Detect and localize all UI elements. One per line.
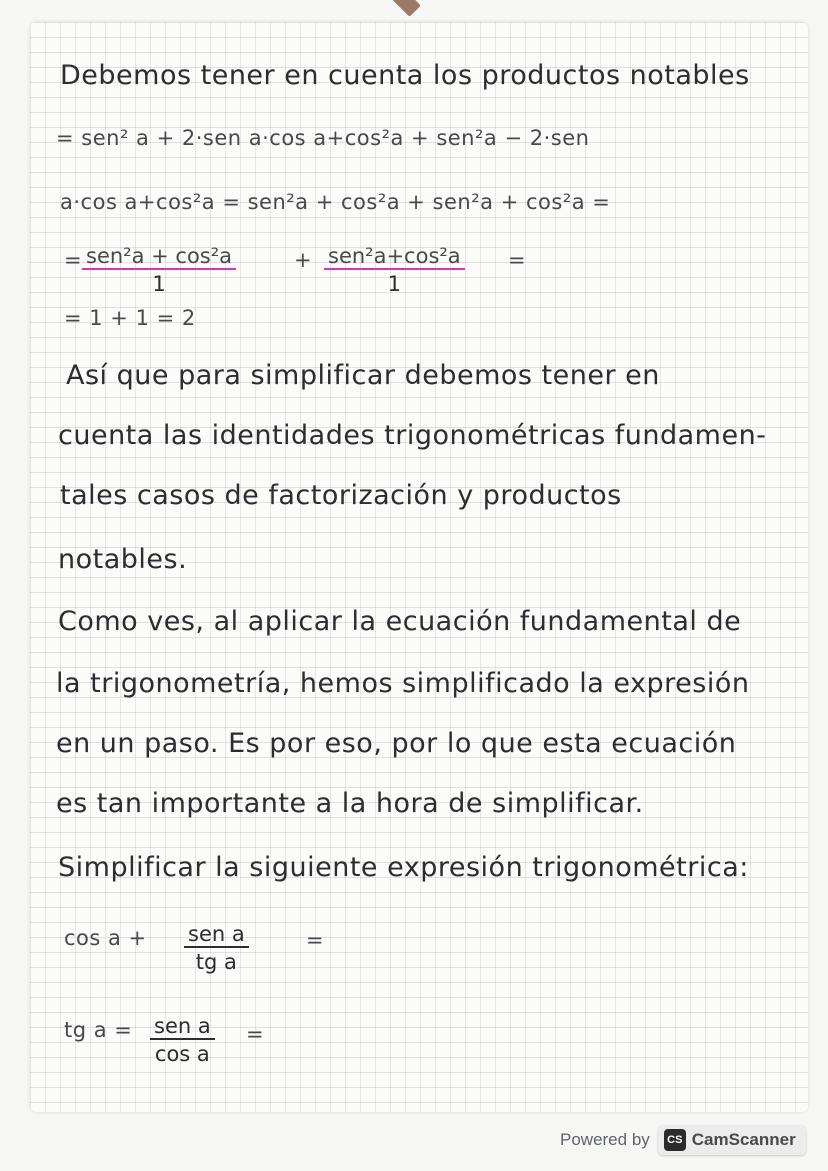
camscanner-brand-name: CamScanner [691, 1130, 796, 1149]
expression-1-denominator: tg a [195, 950, 237, 974]
expression-1-fraction [184, 922, 249, 974]
expression-2-denominator: cos a [154, 1042, 210, 1066]
camscanner-logo-icon: CS [664, 1129, 686, 1151]
fraction-2 [324, 244, 465, 296]
paragraph-2-line-2: la trigonometría, hemos simplificado la expresión [56, 668, 750, 699]
paragraph-1-line-3: tales casos de factorización y productos [60, 480, 622, 511]
camscanner-watermark [560, 1124, 806, 1156]
expression-2-numerator: sen a [150, 1014, 215, 1040]
powered-by-label: Powered by [560, 1130, 650, 1149]
paragraph-1-line-1: Así que para simplificar debemos tener en [66, 360, 660, 391]
exercise-prompt: Simplificar la siguiente expresión trigonométrica: [58, 852, 749, 883]
fraction-2-denominator: 1 [387, 272, 402, 296]
notebook-paper [30, 22, 808, 1112]
fraction-1-denominator: 1 [152, 272, 166, 296]
fraction-2-numerator: sen²a+cos²a [324, 244, 465, 270]
fraction-line-prefix: = [64, 248, 83, 272]
expression-1-equals: = [306, 928, 325, 952]
paragraph-2-line-4: es tan importante a la hora de simplificar. [56, 788, 644, 819]
expansion-line-1: = sen² a + 2·sen a·cos a+cos²a + sen²a − 2·sen [56, 126, 590, 150]
paragraph-1-line-4: notables. [58, 544, 188, 575]
binder-clip [391, 0, 421, 17]
fraction-equals: = [508, 248, 527, 272]
expression-2-equals: = [246, 1022, 265, 1046]
paragraph-2-line-3: en un paso. Es por eso, por lo que esta ecuación [56, 728, 737, 759]
fraction-plus: + [294, 248, 313, 272]
camscanner-badge [658, 1125, 806, 1155]
paragraph-1-line-2: cuenta las identidades trigonométricas fundamen- [58, 420, 767, 451]
expression-1-left: cos a + [64, 926, 147, 950]
heading-line: Debemos tener en cuenta los productos notables [60, 60, 750, 91]
fraction-1-numerator: sen²a + cos²a [82, 244, 236, 270]
expression-2-fraction [150, 1014, 215, 1066]
expression-2-left: tg a = [64, 1018, 133, 1042]
paragraph-2-line-1: Como ves, al aplicar la ecuación fundamental de [58, 606, 742, 637]
expansion-line-2: a·cos a+cos²a = sen²a + cos²a + sen²a + cos²a = [60, 190, 611, 214]
expression-1-numerator: sen a [184, 922, 249, 948]
result-line: = 1 + 1 = 2 [64, 306, 196, 330]
fraction-1 [82, 244, 236, 296]
